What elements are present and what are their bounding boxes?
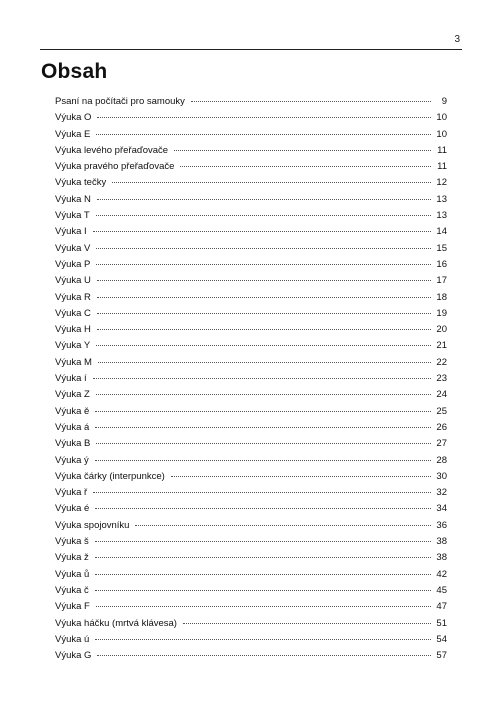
toc-entry-page: 26	[436, 421, 447, 433]
toc-entry-label: Výuka í	[55, 373, 87, 385]
toc-entry-page: 11	[437, 161, 447, 173]
page-number: 3	[454, 34, 460, 45]
toc-dot-leader	[95, 410, 431, 412]
toc-dot-leader	[97, 654, 431, 656]
toc-entry-label: Výuka pravého přeřaďovače	[55, 161, 175, 173]
toc-entry-label: Výuka E	[55, 128, 91, 140]
toc-entry-label: Výuka O	[55, 112, 92, 124]
toc-dot-leader	[112, 181, 431, 183]
toc-dot-leader	[180, 165, 431, 167]
toc-entry-page: 36	[436, 519, 447, 531]
toc-entry-page: 9	[441, 96, 447, 107]
toc-entry-label: Výuka ř	[55, 487, 88, 499]
toc-entry-page: 20	[436, 324, 447, 336]
page-title: Obsah	[41, 60, 108, 83]
toc-entry[interactable]	[55, 127, 447, 143]
toc-entry-label: Výuka čárky (interpunkce)	[55, 470, 165, 482]
toc-entry-page: 22	[436, 356, 447, 368]
toc-entry-label: Výuka č	[55, 584, 89, 596]
toc-dot-leader	[93, 230, 431, 232]
toc-entry-label: Výuka I	[55, 226, 87, 238]
toc-dot-leader	[96, 133, 431, 135]
toc-entry[interactable]	[55, 94, 447, 110]
toc-entry[interactable]	[55, 550, 447, 566]
toc-entry-label: Výuka P	[55, 258, 91, 270]
toc-entry[interactable]	[55, 404, 447, 420]
toc-dot-leader	[95, 540, 431, 542]
toc-dot-leader	[93, 377, 431, 379]
toc-entry-page: 54	[436, 633, 447, 645]
toc-entry-label: Výuka H	[55, 324, 91, 336]
toc-entry-label: Výuka R	[55, 291, 91, 303]
toc-entry-page: 13	[436, 193, 447, 205]
toc-dot-leader	[97, 328, 431, 330]
toc-entry-label: Výuka háčku (mrtvá klávesa)	[55, 617, 177, 629]
toc-dot-leader	[97, 312, 431, 314]
toc-entry[interactable]	[55, 338, 447, 354]
toc-entry[interactable]	[55, 208, 447, 224]
toc-entry-label: Psaní na počítači pro samouky	[55, 96, 185, 107]
toc-dot-leader	[171, 475, 431, 477]
toc-entry-page: 25	[436, 405, 447, 417]
toc-dot-leader	[95, 507, 431, 509]
toc-entry-page: 34	[436, 503, 447, 515]
toc-entry-label: Výuka ž	[55, 552, 89, 564]
toc-entry[interactable]	[55, 436, 447, 452]
toc-entry[interactable]	[55, 583, 447, 599]
toc-entry-label: Výuka Z	[55, 389, 90, 401]
toc-entry[interactable]	[55, 632, 447, 648]
toc-entry-label: Výuka C	[55, 307, 91, 319]
toc-entry-page: 45	[436, 584, 447, 596]
toc-entry-page: 57	[436, 650, 447, 662]
toc-entry[interactable]	[55, 290, 447, 306]
toc-dot-leader	[96, 344, 431, 346]
toc-dot-leader	[98, 361, 431, 363]
toc-entry-page: 15	[436, 242, 447, 254]
toc-dot-leader	[191, 100, 431, 102]
toc-entry-page: 19	[436, 307, 447, 319]
toc-entry-page: 14	[436, 226, 447, 238]
toc-entry[interactable]	[55, 273, 447, 289]
toc-entry-label: Výuka U	[55, 275, 91, 287]
toc-entry-page: 30	[436, 470, 447, 482]
toc-entry-label: Výuka š	[55, 536, 89, 548]
toc-entry[interactable]	[55, 371, 447, 387]
toc-entry-page: 38	[436, 536, 447, 548]
toc-entry-page: 12	[436, 177, 447, 189]
toc-entry-page: 42	[436, 568, 447, 580]
toc-dot-leader	[95, 426, 431, 428]
toc-entry[interactable]	[55, 257, 447, 273]
toc-dot-leader	[95, 589, 431, 591]
toc-entry-label: Výuka B	[55, 438, 91, 450]
toc-entry[interactable]	[55, 485, 447, 501]
toc-dot-leader	[95, 556, 431, 558]
toc-entry-label: Výuka F	[55, 601, 90, 613]
toc-dot-leader	[96, 214, 431, 216]
toc-entry[interactable]	[55, 453, 447, 469]
toc-entry-label: Výuka é	[55, 503, 90, 515]
toc-entry[interactable]	[55, 420, 447, 436]
toc-entry-label: Výuka tečky	[55, 177, 107, 189]
toc-entry[interactable]	[55, 648, 447, 664]
toc-entry-page: 16	[436, 258, 447, 270]
toc-entry-page: 28	[436, 454, 447, 466]
toc-dot-leader	[174, 149, 431, 151]
toc-entry-page: 11	[437, 144, 447, 156]
toc-entry-page: 32	[436, 487, 447, 499]
toc-dot-leader	[135, 524, 431, 526]
toc-entry-label: Výuka V	[55, 242, 91, 254]
toc-entry-page: 51	[436, 617, 447, 629]
toc-entry[interactable]	[55, 306, 447, 322]
toc-dot-leader	[97, 296, 431, 298]
toc-entry[interactable]	[55, 469, 447, 485]
toc-entry-page: 18	[436, 291, 447, 303]
toc-entry-page: 47	[436, 601, 447, 613]
toc-entry-label: Výuka spojovníku	[55, 519, 130, 531]
toc-entry-page: 38	[436, 552, 447, 564]
toc-entry[interactable]	[55, 599, 447, 615]
toc-entry[interactable]	[55, 159, 447, 175]
toc-entry-label: Výuka levého přeřaďovače	[55, 144, 169, 156]
toc-entry-label: Výuka M	[55, 356, 92, 368]
toc-entry[interactable]	[55, 387, 447, 403]
toc-entry[interactable]	[55, 567, 447, 583]
toc-dot-leader	[93, 491, 431, 493]
toc-entry[interactable]	[55, 518, 447, 534]
toc-dot-leader	[97, 198, 431, 200]
toc-entry[interactable]	[55, 224, 447, 240]
toc-entry[interactable]	[55, 534, 447, 550]
toc-entry-label: Výuka G	[55, 650, 92, 662]
toc-entry-label: Výuka Y	[55, 340, 91, 352]
toc-entry-page: 10	[436, 112, 447, 124]
header-rule	[40, 49, 462, 50]
toc-dot-leader	[96, 263, 431, 265]
toc-entry-page: 21	[436, 340, 447, 352]
toc-entry[interactable]	[55, 110, 447, 126]
toc-entry-label: Výuka ý	[55, 454, 89, 466]
toc-dot-leader	[96, 605, 431, 607]
toc-entry-page: 23	[436, 373, 447, 385]
toc-dot-leader	[97, 116, 431, 118]
toc-entry-label: Výuka ě	[55, 405, 90, 417]
toc-entry-page: 17	[436, 275, 447, 287]
toc-entry[interactable]	[55, 175, 447, 191]
toc-entry[interactable]	[55, 616, 447, 632]
toc-entry-label: Výuka á	[55, 421, 90, 433]
toc-entry-page: 24	[436, 389, 447, 401]
toc-entry[interactable]	[55, 355, 447, 371]
toc-dot-leader	[97, 279, 431, 281]
toc-dot-leader	[95, 459, 431, 461]
toc-dot-leader	[96, 393, 431, 395]
table-of-contents	[55, 94, 447, 664]
toc-dot-leader	[95, 573, 431, 575]
toc-entry[interactable]	[55, 143, 447, 159]
toc-entry-page: 10	[436, 128, 447, 140]
toc-entry[interactable]	[55, 501, 447, 517]
toc-dot-leader	[96, 247, 431, 249]
toc-entry-page: 27	[436, 438, 447, 450]
toc-entry-page: 13	[436, 210, 447, 222]
toc-entry-label: Výuka ú	[55, 633, 90, 645]
toc-dot-leader	[95, 638, 431, 640]
toc-entry-label: Výuka T	[55, 210, 90, 222]
toc-dot-leader	[96, 442, 431, 444]
toc-entry-label: Výuka ů	[55, 568, 90, 580]
toc-entry[interactable]	[55, 322, 447, 338]
toc-entry[interactable]	[55, 241, 447, 257]
toc-dot-leader	[183, 622, 431, 624]
toc-entry-label: Výuka N	[55, 193, 91, 205]
toc-entry[interactable]	[55, 192, 447, 208]
